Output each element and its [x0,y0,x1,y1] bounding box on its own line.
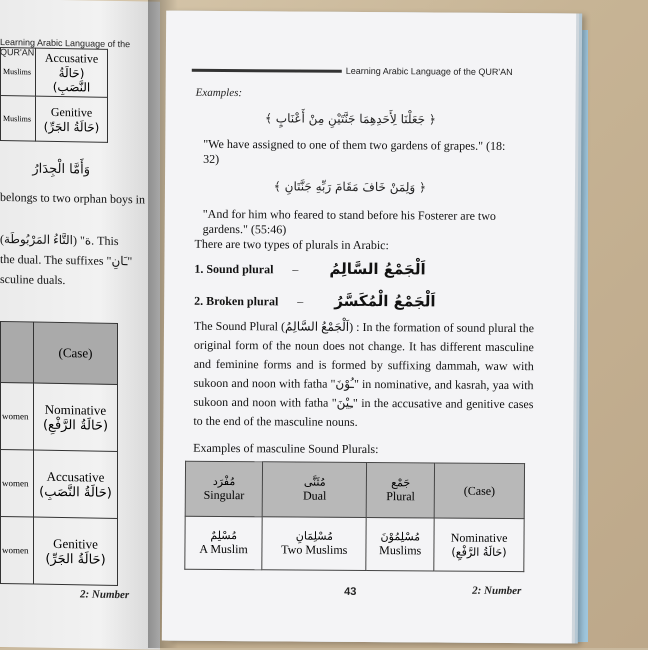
table-row [1,516,118,585]
table-cell [1,321,34,383]
table-cell: women [1,382,34,450]
table-cell [36,48,108,97]
table-cell [34,450,118,518]
cell-english: Nominative [450,530,508,545]
dash: – [292,262,299,277]
left-dual-table [0,321,118,586]
left-page [0,0,160,650]
table-cell [34,517,118,585]
table-cell: Muslims [1,95,36,141]
table-header-cell [367,462,435,517]
table-cell [36,96,108,142]
plural-type-2 [194,291,436,311]
table-header-cell: (Case) [34,322,118,384]
book-edge [574,30,588,642]
table-cell [366,517,434,570]
examples-label: Examples: [195,86,243,100]
header-english: Dual [302,488,327,503]
table-cell: women [1,449,34,517]
left-page-footer: 2: Number [80,588,130,602]
header-rule [192,69,342,73]
header-english: Singular [203,487,245,503]
left-case-table [0,47,108,143]
case-name-arabic: (حَالَةُ النَّصَبِ) [52,65,91,95]
case-name-arabic: (حَالَةُ النَّصَبِ) [39,484,112,501]
page-number: 43 [344,585,357,598]
table-cell [34,383,118,451]
table-row [185,516,524,571]
header-arabic: مُفْرَد [212,474,236,489]
left-verse: وَأَمَّا الْجِدَارُ [32,161,90,178]
examples-heading: Examples of masculine Sound Plurals: [193,440,379,457]
table-header-cell [434,463,524,519]
plural-arabic: اَلْجَمْعُ السَّالِمُ [329,259,426,279]
case-name-arabic: (حَالَةُ الجَرِّ) [43,119,100,135]
case-name: Accusative [44,50,99,66]
table-header-row [1,321,118,384]
cell-english: Two Muslims [281,542,348,557]
plural-label: 1. Sound plural [194,261,274,277]
plural-intro: There are two types of plurals in Arabic: [194,236,389,253]
case-name: Accusative [46,468,105,485]
table-cell [185,516,263,570]
dash: – [297,294,304,309]
case-name: Genitive [53,535,98,552]
table-header-cell [262,462,366,518]
sound-plural-paragraph: The Sound Plural (اَلْجَمْعُ السَّالِمُ) : In the formation of sound plural the original form of the noun does not change. It has different masculine and feminine forms and is formed by suffixing dammah, waw with sukoon and noon with fatha "ـُوْنَ" in nominative, and kasrah, yaa with sukoon and noon with fatha "ـِيْنَ" in the accusative and genitive cases to the end of the masculine nouns. [193,318,535,429]
table-cell [262,517,366,571]
sound-plural-table [184,461,525,572]
header-arabic: مُثَنَّى [303,475,326,489]
right-page-footer: 2: Number [472,584,522,598]
cell-arabic: (حَالَةُ الرَّفْعِ) [451,545,507,559]
case-name-arabic: (حَالَةُ الرَّفْعِ) [42,417,109,434]
table-cell: women [1,516,34,584]
cell-arabic: مُسْلِمَانِ [295,529,334,543]
left-text-line: belongs to two orphan boys in [0,189,145,207]
quran-verse: ﴿ وَلِمَنْ خَافَ مَقَامَ رَبِّهِ جَنَّتَانِ ﴾ [273,179,427,195]
verse-translation: "We have assigned to one of them two gardens of grapes." (18: 32) [203,136,506,166]
table-header-row [185,461,524,518]
cell-arabic: مُسْلِمُوْنَ [380,530,421,544]
right-page-header: Learning Arabic Language of the QUR'AN [345,65,513,77]
header-english: (Case) [463,483,496,498]
table-row [1,382,118,451]
left-text-line: ة" (التَّاءُ المَرْبُوطَة). This [0,231,119,249]
quran-verse: ﴿ جَعَلْنَا لِأَحَدِهِمَا جَنَّتَيْنِ مِنْ أَعْنَابٍ ﴾ [264,111,436,127]
plural-label: 2. Broken plural [194,293,279,309]
left-text-line: the dual. The suffixes "ـَانِ" [0,251,133,269]
case-name-arabic: (حَالَةُ الجَرِّ) [45,551,106,568]
header-arabic: جَمْع [391,476,411,490]
case-name: Nominative [44,401,107,418]
cell-english: A Muslim [199,541,248,557]
plural-type-1 [194,259,425,279]
right-page [162,11,576,644]
case-name: Genitive [50,104,93,120]
table-cell: Muslims [1,47,36,96]
table-header-cell [185,461,263,517]
left-page-header: Learning Arabic Language of the QUR'AN [0,36,131,58]
left-text-line: sculine duals. [0,271,66,288]
cell-arabic: مُسْلِمٌ [210,528,238,543]
table-cell [434,518,524,572]
plural-arabic: اَلْجَمْعُ الْمُكَسَّرُ [334,291,436,311]
table-row [1,47,108,97]
table-row [1,449,118,518]
table-row [1,95,108,142]
verse-translation: "And for him who feared to stand before his Fosterer are two gardens." (55:46) [202,206,496,237]
header-english: Plural [386,489,415,504]
cell-english: Muslims [379,543,422,558]
